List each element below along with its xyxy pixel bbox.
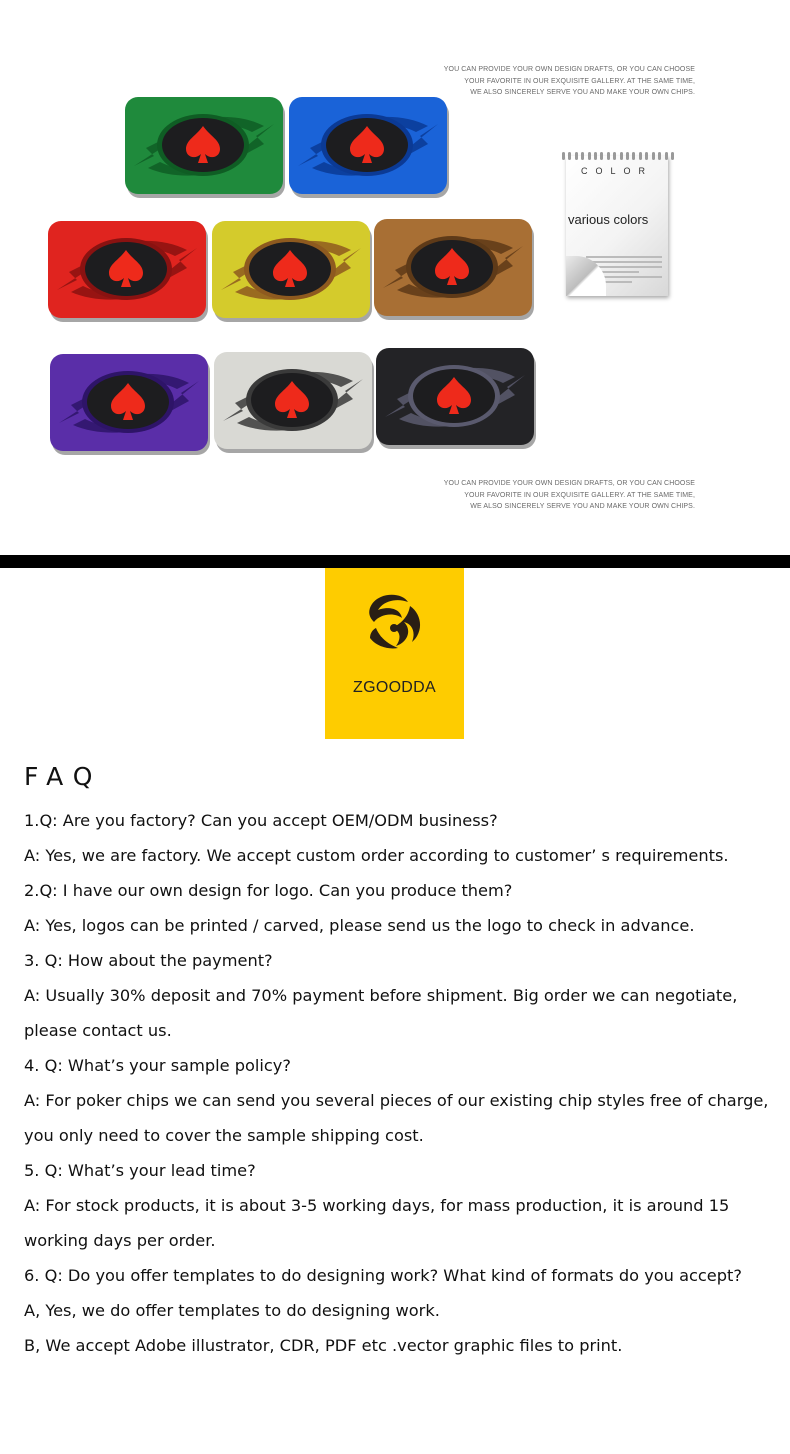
color-tag: [566, 156, 668, 296]
faq-line: 5. Q: What’s your lead time?: [24, 1161, 256, 1180]
note-line: WE ALSO SINCERELY SERVE YOU AND MAKE YOUR OWN CHIPS.: [470, 503, 695, 510]
faq-line: 6. Q: Do you offer templates to do designing work? What kind of formats do you accept?: [24, 1266, 742, 1285]
chip-graphic: [49, 353, 213, 457]
chip-white: [213, 351, 377, 455]
note-line: YOUR FAVORITE IN OUR EXQUISITE GALLERY. AT THE SAME TIME,: [464, 491, 695, 499]
chip-green: [124, 96, 288, 200]
faq-line: A: Usually 30% deposit and 70% payment before shipment. Big order we can negotiate,: [24, 986, 738, 1005]
chip-black: [375, 347, 539, 451]
chip-yellow: [211, 220, 375, 324]
chip-graphic: [47, 220, 211, 324]
chip-graphic: [124, 96, 288, 200]
chip-graphic: [211, 220, 375, 324]
faq-line: 1.Q: Are you factory? Can you accept OEM/ODM business?: [24, 811, 498, 830]
chip-red: [47, 220, 211, 324]
chip-graphic: [373, 218, 537, 322]
faq-line: you only need to cover the sample shipping cost.: [24, 1126, 424, 1145]
faq-line: A, Yes, we do offer templates to do designing work.: [24, 1301, 440, 1320]
faq-line: A: Yes, logos can be printed / carved, please send us the logo to check in advance.: [24, 916, 695, 935]
chip-graphic: [288, 96, 452, 200]
gallery-note-top: [415, 64, 695, 99]
brand-name: ZGOODDA: [353, 679, 436, 696]
chip-purple: [49, 353, 213, 457]
note-line: WE ALSO SINCERELY SERVE YOU AND MAKE YOUR OWN CHIPS.: [470, 89, 695, 96]
chip-graphic: [213, 351, 377, 455]
faq-line: A: For poker chips we can send you several pieces of our existing chip styles free of charge,: [24, 1091, 769, 1110]
note-line: YOU CAN PROVIDE YOUR OWN DESIGN DRAFTS, OR YOU CAN CHOOSE: [443, 66, 695, 73]
brand-logo: [325, 568, 464, 739]
faq-line: working days per order.: [24, 1231, 216, 1250]
faq-line: please contact us.: [24, 1021, 172, 1040]
faq-line: A: For stock products, it is about 3-5 working days, for mass production, it is around 15: [24, 1196, 730, 1215]
chip-brown: [373, 218, 537, 322]
divider-band: [0, 555, 790, 568]
faq-line: 2.Q: I have our own design for logo. Can you produce them?: [24, 881, 513, 900]
faq-line: A: Yes, we are factory. We accept custom order according to customer’ s requirements.: [24, 846, 729, 865]
chip-blue: [288, 96, 452, 200]
faq-list: [24, 803, 784, 1363]
tag-color-word: COLOR: [580, 166, 653, 176]
tag-spiral: [562, 152, 674, 160]
chip-graphic: [375, 347, 539, 451]
note-line: YOUR FAVORITE IN OUR EXQUISITE GALLERY. AT THE SAME TIME,: [464, 77, 695, 85]
brand-mark-icon: [358, 588, 430, 660]
faq-line: 3. Q: How about the payment?: [24, 951, 273, 970]
gallery-note-bottom: [415, 478, 695, 513]
note-line: YOU CAN PROVIDE YOUR OWN DESIGN DRAFTS, OR YOU CAN CHOOSE: [443, 480, 695, 487]
faq-line: B, We accept Adobe illustrator, CDR, PDF etc .vector graphic files to print.: [24, 1336, 623, 1355]
faq-title: FAQ: [24, 762, 103, 791]
faq-line: 4. Q: What’s your sample policy?: [24, 1056, 291, 1075]
product-gallery: [0, 0, 790, 555]
tag-various-colors: various colors: [568, 212, 649, 227]
